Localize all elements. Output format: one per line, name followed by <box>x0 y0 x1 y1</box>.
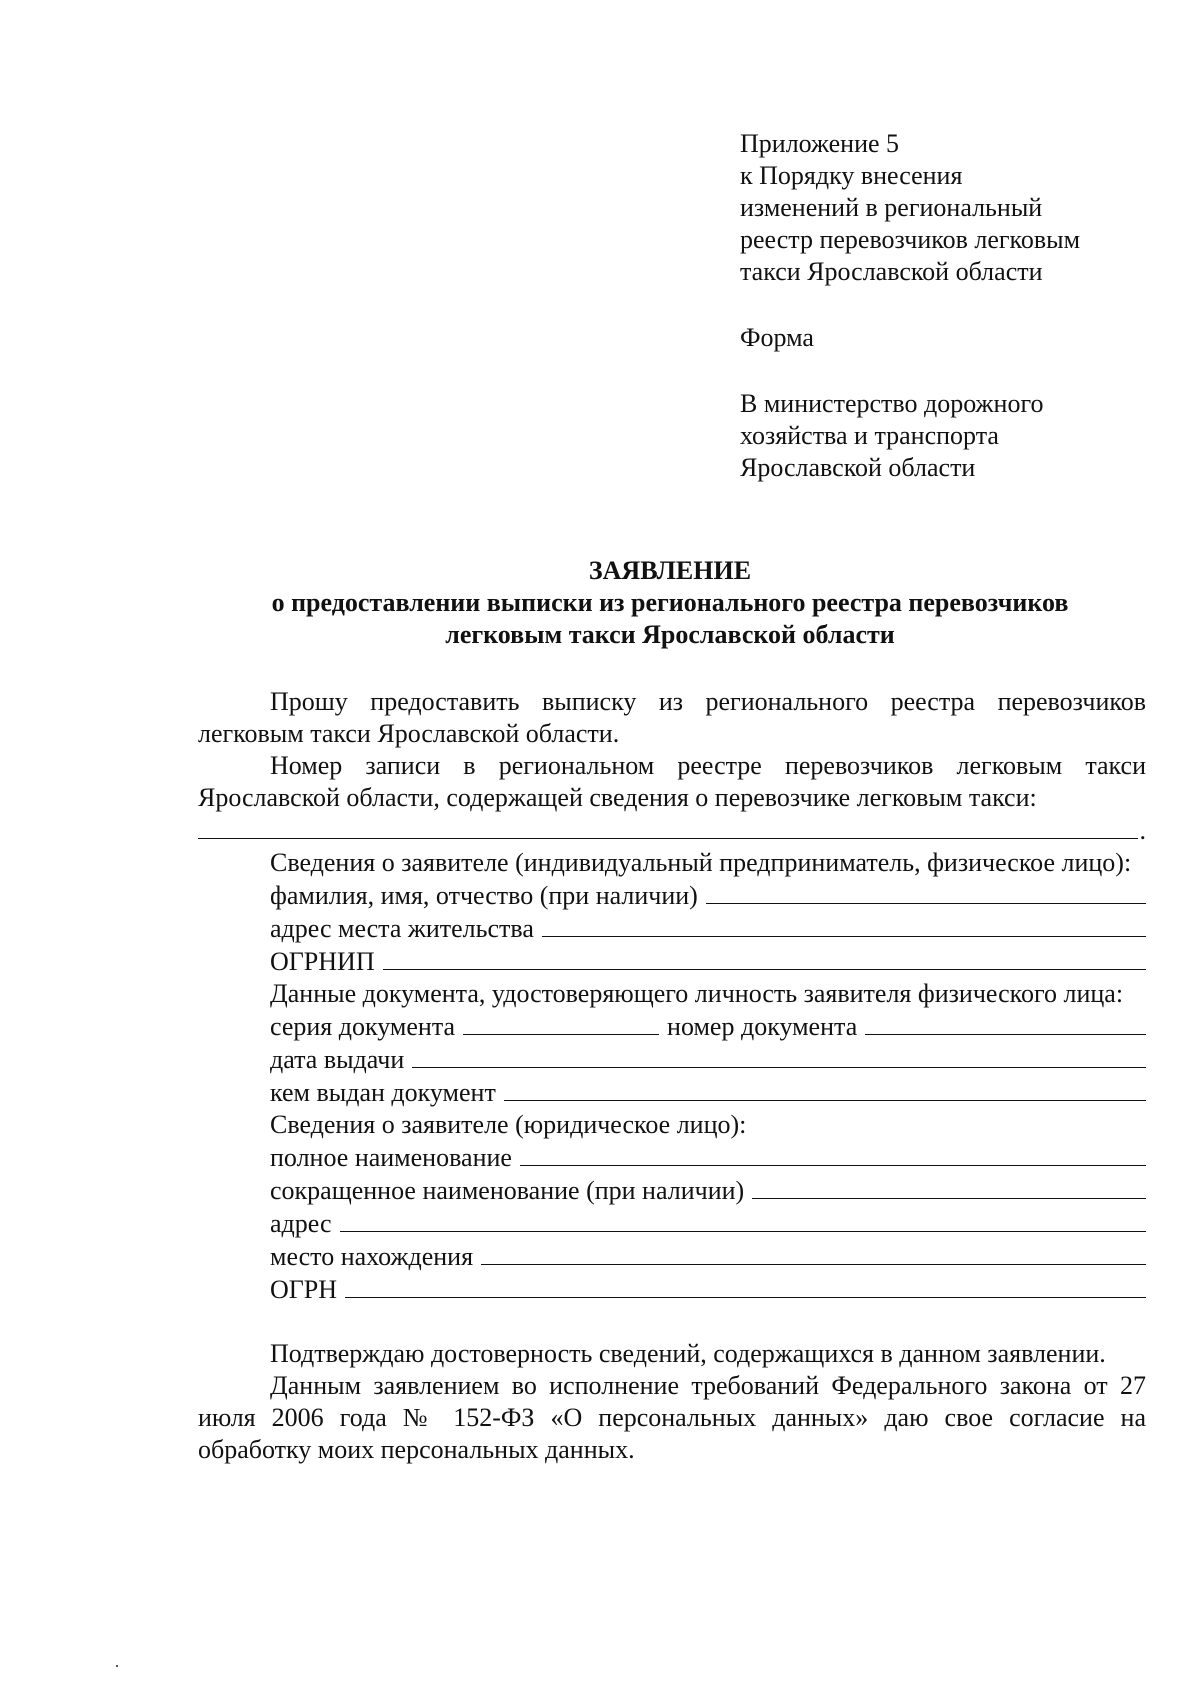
doc-number-label: номер документа <box>667 1012 858 1041</box>
doc-series-label: серия документа <box>270 1012 456 1041</box>
appendix-reference-line: такси Ярославской области <box>740 257 1043 286</box>
record-number-row <box>198 814 1146 847</box>
appendix-block <box>740 128 1160 484</box>
addressee-line: В министерство дорожного <box>740 389 1044 418</box>
scan-speck <box>116 1665 118 1667</box>
record-number-field[interactable] <box>198 814 1138 839</box>
doc-series-field[interactable] <box>463 1010 659 1035</box>
applicant-legal-heading <box>198 1109 1146 1141</box>
ogrnip-label: ОГРНИП <box>270 947 375 976</box>
residence-field[interactable] <box>542 912 1146 937</box>
location-field[interactable] <box>481 1240 1146 1265</box>
record-number-period: . <box>1139 816 1146 845</box>
record-number-paragraph: Номер записи в региональном реестре перевозчиков легковым такси Ярославской области, содержащей сведения о перевозчике легковым такси: <box>198 751 1146 812</box>
ogrnip-row <box>198 945 1146 978</box>
full-name-label: фамилия, имя, отчество (при наличии) <box>270 881 698 910</box>
short-company-name-field[interactable] <box>752 1174 1146 1199</box>
address-label: адрес <box>270 1209 332 1238</box>
ogrn-row <box>198 1273 1146 1306</box>
form-label: Форма <box>740 323 814 352</box>
consent-paragraph: Данным заявлением во исполнение требований Федерального закона от 27 июля 2006 года № 152-ФЗ «О персональных данных» даю свое согласие на обработку моих персональных данных. <box>198 1371 1146 1464</box>
id-document-heading: Данные документа, удостоверяющего личность заявителя физического лица: <box>270 979 1124 1008</box>
address-row <box>198 1207 1146 1240</box>
full-name-row <box>198 879 1146 912</box>
issued-by-label: кем выдан документ <box>270 1078 496 1107</box>
appendix-reference-line: к Порядку внесения <box>740 161 963 190</box>
full-company-name-row <box>198 1141 1146 1174</box>
ogrn-field[interactable] <box>345 1273 1146 1298</box>
request-paragraph: Прошу предоставить выписку из регионального реестра перевозчиков легковым такси Ярославской области. <box>198 687 1146 748</box>
issue-date-row <box>198 1043 1146 1076</box>
document-series-number-row <box>198 1010 1146 1043</box>
residence-row <box>198 912 1146 945</box>
residence-label: адрес места жительства <box>270 914 534 943</box>
ogrnip-field[interactable] <box>383 945 1146 970</box>
full-company-name-field[interactable] <box>520 1141 1146 1166</box>
appendix-reference-line: изменений в региональный <box>740 193 1043 222</box>
appendix-number: Приложение 5 <box>740 129 900 158</box>
address-field[interactable] <box>340 1207 1147 1232</box>
short-company-name-row <box>198 1174 1146 1207</box>
title-subtitle: легковым такси Ярославской области <box>445 620 895 649</box>
confirmation-paragraph: Подтверждаю достоверность сведений, содержащихся в данном заявлении. <box>270 1339 1106 1368</box>
ogrn-label: ОГРН <box>270 1275 338 1304</box>
doc-number-field[interactable] <box>865 1010 1146 1035</box>
location-label: место нахождения <box>270 1242 474 1271</box>
short-company-name-label: сокращенное наименование (при наличии) <box>270 1176 745 1205</box>
document-title <box>150 555 1190 651</box>
full-name-field[interactable] <box>706 879 1146 904</box>
issued-by-field[interactable] <box>504 1076 1146 1101</box>
issue-date-field[interactable] <box>412 1043 1146 1068</box>
issued-by-row <box>198 1076 1146 1109</box>
title-heading: ЗАЯВЛЕНИЕ <box>588 556 752 585</box>
full-company-name-label: полное наименование <box>270 1143 512 1172</box>
addressee-line: Ярославской области <box>740 453 976 482</box>
title-subtitle: о предоставлении выписки из регионального реестра перевозчиков <box>271 588 1069 617</box>
addressee-line: хозяйства и транспорта <box>740 421 999 450</box>
application-body <box>198 686 1146 1466</box>
applicant-legal-label: Сведения о заявителе (юридическое лицо): <box>270 1110 747 1139</box>
issue-date-label: дата выдачи <box>270 1045 405 1074</box>
appendix-reference-line: реестр перевозчиков легковым <box>740 225 1081 254</box>
applicant-individual-heading: Сведения о заявителе (индивидуальный предприниматель, физическое лицо): <box>270 848 1132 877</box>
location-row <box>198 1240 1146 1273</box>
